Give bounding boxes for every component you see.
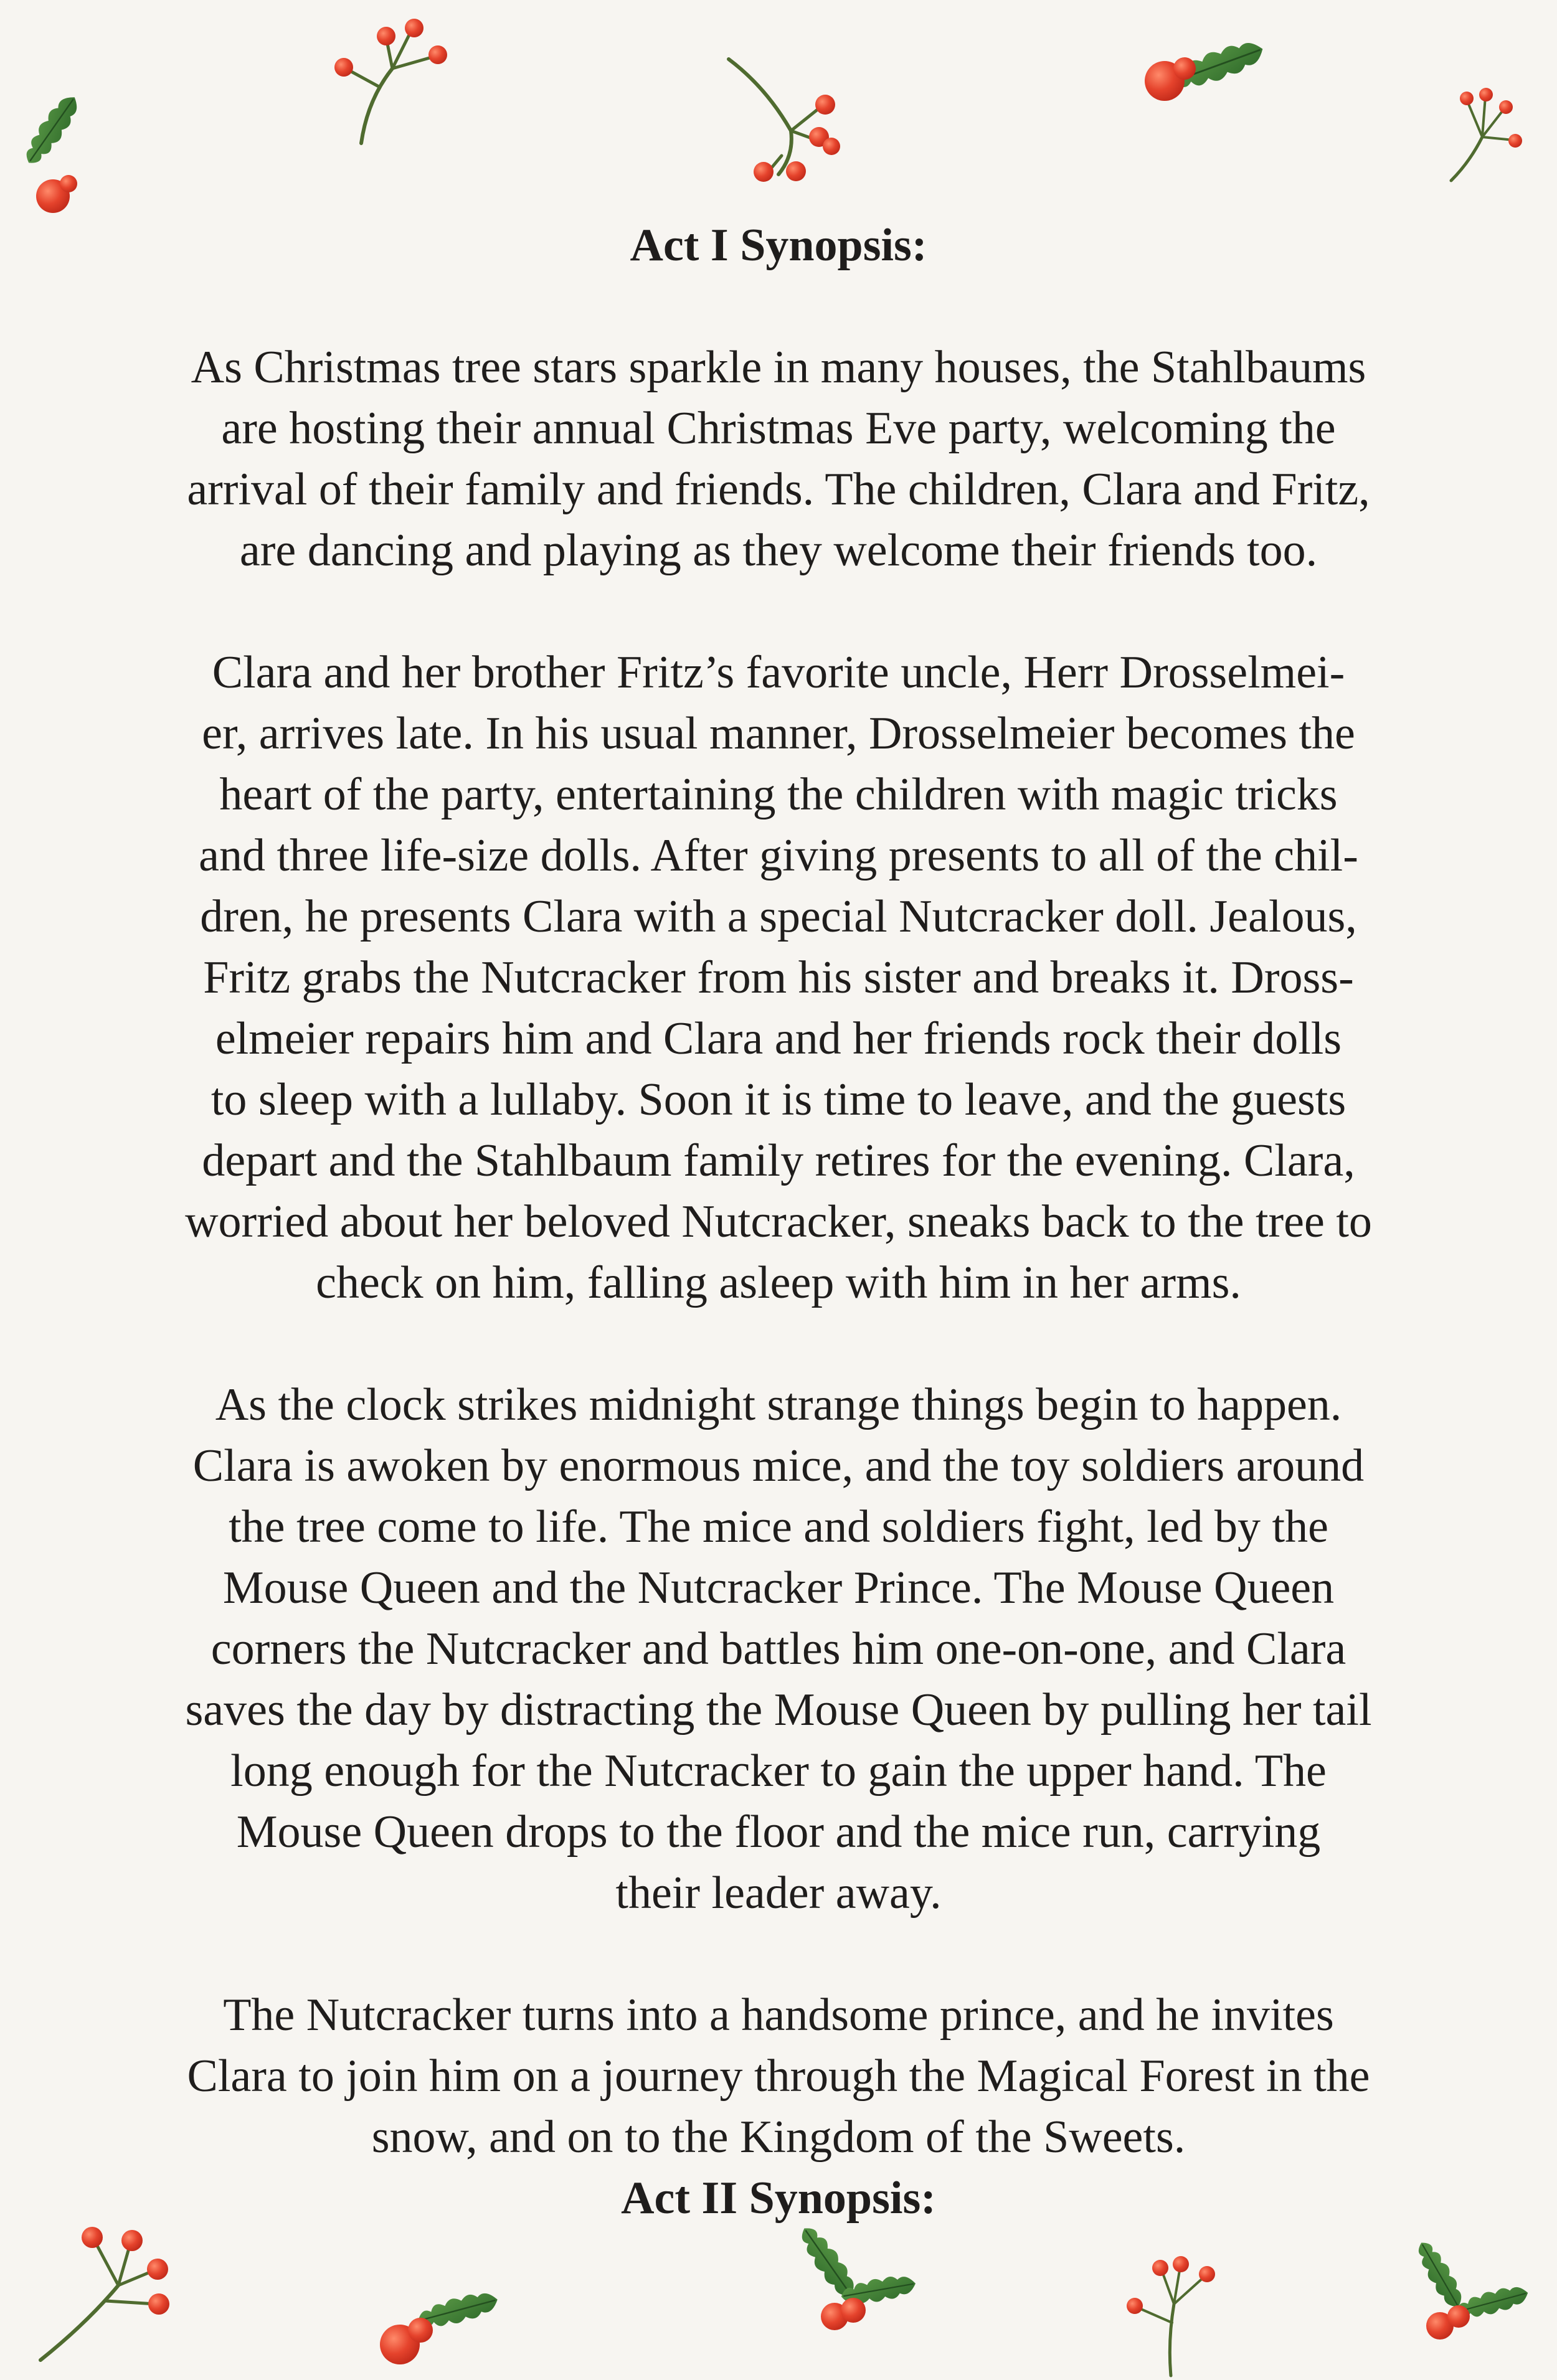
text-line: Mouse Queen and the Nutcracker Prince. The Mouse Queen	[222, 1562, 1335, 1613]
text-line: depart and the Stahlbaum family retires for the evening. Clara,	[202, 1135, 1355, 1186]
paragraph	[81, 642, 1476, 1313]
text-line: the tree come to life. The mice and soldiers fight, led by the	[229, 1501, 1328, 1552]
text-line: elmeier repairs him and Clara and her friends rock their dolls	[215, 1013, 1342, 1064]
text-line: to sleep with a lullaby. Soon it is time to leave, and the guests	[211, 1074, 1346, 1125]
berry-branch-icon	[716, 50, 859, 193]
text-line: their leader away.	[615, 1868, 942, 1919]
berry-branch-icon	[324, 12, 461, 149]
text-line: The Nutcracker turns into a handsome prince, and he invites	[223, 1990, 1334, 2041]
text-line: As the clock strikes midnight strange things begin to happen.	[215, 1379, 1342, 1430]
berry-branch-icon	[1432, 81, 1532, 187]
text-line: dren, he presents Clara with a special Nutcracker doll. Jealous,	[200, 891, 1357, 942]
text-line: snow, and on to the Kingdom of the Sweets.	[371, 2112, 1186, 2163]
text-line: long enough for the Nutcracker to gain the upper hand. The	[230, 1745, 1327, 1797]
holly-sprig-icon	[1127, 31, 1277, 118]
text-line: Fritz grabs the Nutcracker from his sister and breaks it. Dross-	[203, 952, 1354, 1003]
text-line: saves the day by distracting the Mouse Queen by pulling her tail	[185, 1684, 1372, 1735]
berry-branch-icon	[1115, 2242, 1239, 2380]
text-line: Clara is awoken by enormous mice, and the toy soldiers around	[192, 1440, 1365, 1491]
text-line: heart of the party, entertaining the children with magic tricks	[219, 769, 1338, 820]
text-line: Mouse Queen drops to the floor and the mice run, carrying	[236, 1806, 1321, 1858]
text-line: worried about her beloved Nutcracker, sneaks back to the tree to	[185, 1196, 1372, 1247]
text-line: are dancing and playing as they welcome their friends too.	[239, 525, 1318, 576]
holly-sprig-icon	[367, 2279, 504, 2373]
text-line: corners the Nutcracker and battles him one-on-one, and Clara	[211, 1623, 1346, 1674]
paragraph	[81, 337, 1476, 581]
paragraph	[81, 1374, 1476, 1924]
paragraph	[81, 1985, 1476, 2168]
act1-heading: Act I Synopsis:	[630, 220, 927, 271]
text-line: check on him, falling asleep with him in her arms.	[316, 1257, 1241, 1308]
text-line: As Christmas tree stars sparkle in many houses, the Stahlbaums	[191, 342, 1366, 393]
berry-branch-icon	[31, 2217, 181, 2366]
text-line: Clara and her brother Fritz’s favorite uncle, Herr Drosselmei-	[212, 647, 1345, 698]
holly-sprig-icon	[25, 93, 112, 218]
act2-heading: Act II Synopsis:	[621, 2173, 936, 2224]
text-line: Clara to join him on a journey through the Magical Forest in the	[187, 2051, 1370, 2102]
text-line: arrival of their family and friends. The children, Clara and Fritz,	[187, 464, 1370, 515]
synopsis-content	[81, 215, 1476, 2229]
holly-sprig-icon	[1389, 2242, 1538, 2354]
holly-sprig-icon	[772, 2229, 922, 2354]
text-line: er, arrives late. In his usual manner, Drosselmeier becomes the	[202, 708, 1355, 759]
text-line: and three life-size dolls. After giving presents to all of the chil-	[199, 830, 1358, 881]
text-line: are hosting their annual Christmas Eve party, welcoming the	[221, 403, 1336, 454]
